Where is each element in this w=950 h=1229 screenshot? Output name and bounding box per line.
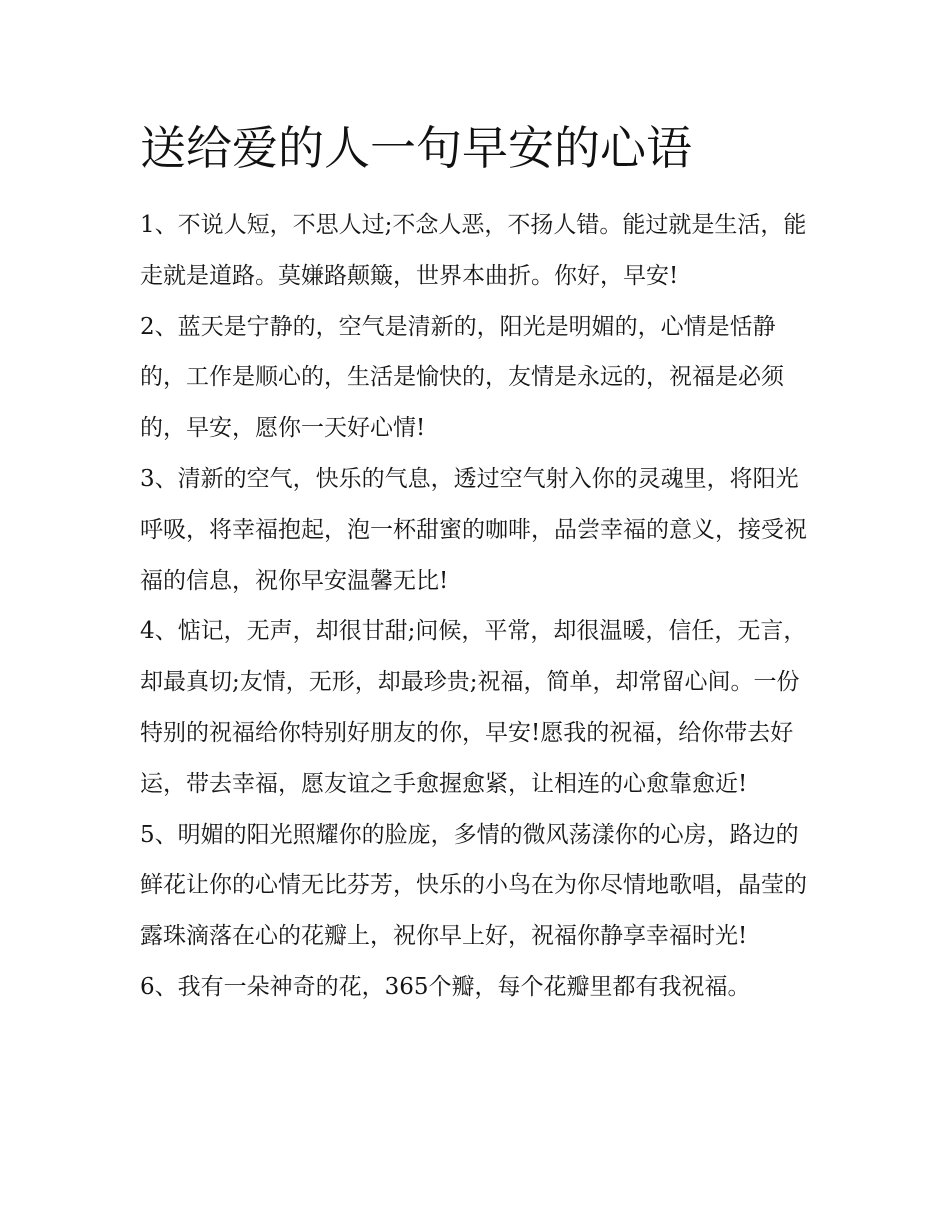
document-title: 送给爱的人一句早安的心语 [140,121,692,175]
paragraph-5: 5、明媚的阳光照耀你的脸庞，多情的微风荡漾你的心房，路边的鲜花让你的心情无比芬芳，快乐的小鸟在为你尽情地歌唱，晶莹的露珠滴落在心的花瓣上，祝你早上好，祝福你静享幸福时光! [140,821,807,950]
paragraph-6: 6、我有一朵神奇的花，365个瓣，每个花瓣里都有我祝福。 [140,973,751,1000]
paragraph-1: 1、不说人短，不思人过;不念人恶，不扬人错。能过就是生活，能走就是道路。莫嫌路颠簸，世界本曲折。你好，早安! [140,212,807,289]
paragraph-2: 2、蓝天是宁静的，空气是清新的，阳光是明媚的，心情是恬静的，工作是顺心的，生活是愉快的，友情是永远的，祝福是必须的，早安，愿你一天好心情! [140,313,784,442]
paragraph-3: 3、清新的空气，快乐的气息，透过空气射入你的灵魂里，将阳光呼吸，将幸福抱起，泡一杯甜蜜的咖啡，品尝幸福的意义，接受祝福的信息，祝你早安温馨无比! [140,465,807,594]
paragraph-4: 4、惦记，无声，却很甘甜;问候，平常，却很温暖，信任，无言，却最真切;友情，无形，却最珍贵;祝福，简单，却常留心间。一份特别的祝福给你特别好朋友的你，早安!愿我的祝福，给你带去好运，带去幸福，愿友谊之手愈握愈紧，让相连的心愈靠愈近! [140,618,807,797]
document-body [140,200,820,1013]
